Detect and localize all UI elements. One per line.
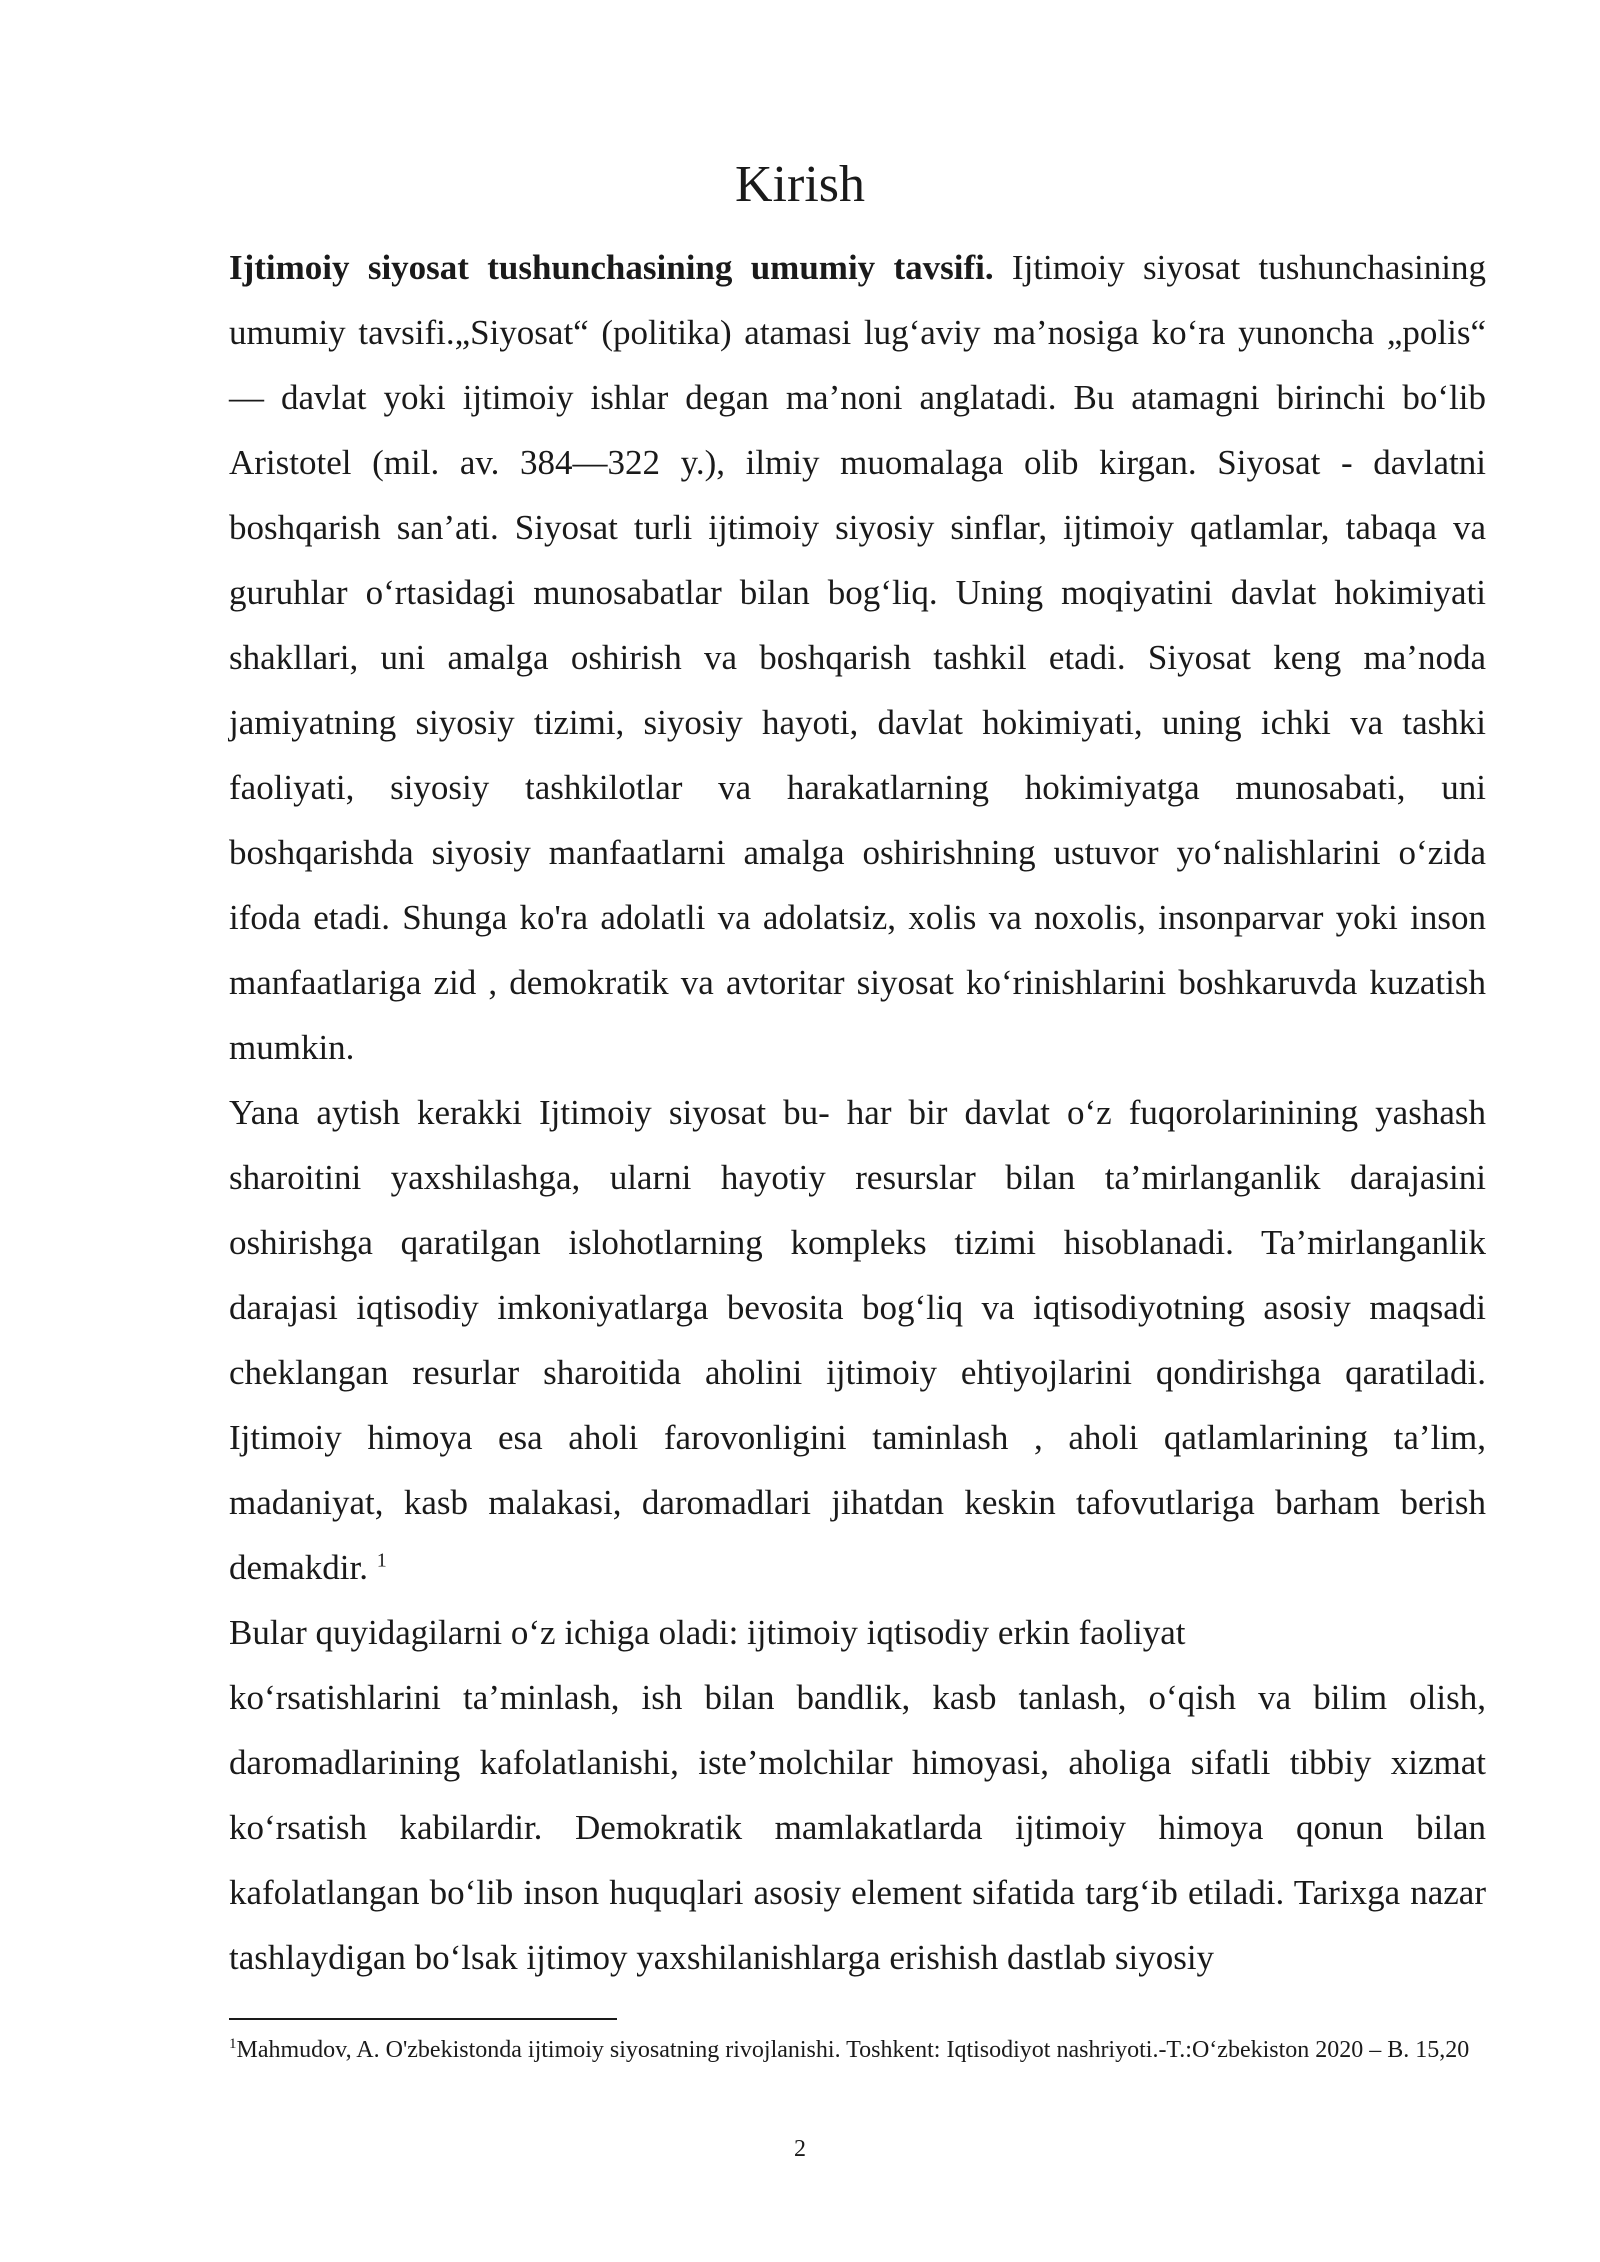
paragraph-3-continued [229, 1665, 1486, 1990]
footnote-mark: 1 [229, 2036, 237, 2052]
page-number: 2 [794, 2136, 806, 2162]
paragraph-1 [229, 235, 1486, 1080]
paragraph-3-first-line: Bular quyidagilarni o‘z ichiga oladi: ijtimoiy iqtisodiy erkin faoliyat [229, 1613, 1186, 1652]
footnote [229, 2027, 1486, 2073]
paragraph-1-text: Ijtimoiy siyosat tushunchasining umumiy tavsifi.„Siyosat“ (politika) atamasi lug‘aviy ma’nosiga ko‘ra yunoncha „polis“ — davlat yoki ijtimoiy ishlar degan ma’noni anglatadi. Bu atamagni birinchi bo‘lib Aristotel (mil. av. 384—322 y.), ilmiy muomalaga olib kirgan. Siyosat - davlatni boshqarish san’ati. Siyosat turli ijtimoiy siyosiy sinflar, ijtimoiy qatlamlar, tabaqa va guruhlar o‘rtasidagi munosabatlar bilan bog‘liq. Uning moqiyatini davlat hokimiyati shakllari, uni amalga oshirish va boshqarish tashkil etadi. Siyosat keng ma’noda jamiyatning siyosiy tizimi, siyosiy hayoti, davlat hokimiyati, uning ichki va tashki faoliyati, siyosiy tashkilotlar va harakatlarning hokimiyatga munosabati, uni boshqarishda siyosiy manfaatlarni amalga oshirishning ustuvor yo‘nalishlarini o‘zida ifoda etadi. Shunga ko'ra adolatli va adolatsiz, xolis va noxolis, insonparvar yoki inson manfaatlariga zid , demokratik va avtoritar siyosat ko‘rinishlarini boshkaruvda kuzatish mumkin. [229, 248, 1487, 1067]
section-heading: Ijtimoiy siyosat tushunchasining umumiy tavsifi. [229, 248, 994, 287]
paragraph-3 [229, 1600, 1486, 1665]
footnote-text: Mahmudov, A. O'zbekistonda ijtimoiy siyosatning rivojlanishi. Toshkent: Iqtisodiyot nashriyoti.-T.:O‘zbekiston 2020 – B. 15,20 [236, 2037, 1470, 2063]
footnote-reference[interactable]: 1 [376, 1549, 387, 1572]
paragraph-3-text: ko‘rsatishlarini ta’minlash, ish bilan bandlik, kasb tanlash, o‘qish va bilim olish, daromadlarining kafolatlanishi, iste’molchilar himoyasi, aholiga sifatli tibbiy xizmat ko‘rsatish kabilardir. Demokratik mamlakatlarda ijtimoiy himoya qonun bilan kafolatlangan bo‘lib inson huquqlari asosiy element sifatida targ‘ib etiladi. Tarixga nazar tashlaydigan bo‘lsak ijtimoy yaxshilanishlarga erishish dastlab siyosiy [229, 1678, 1486, 1977]
footnote-separator [229, 2018, 617, 2020]
paragraph-2-text: Yana aytish kerakki Ijtimoiy siyosat bu- har bir davlat o‘z fuqorolarinining yashash sharoitini yaxshilashga, ularni hayotiy resurslar bilan ta’mirlanganlik darajasini oshirishga qaratilgan islohotlarning kompleks tizimi hisoblanadi. Ta’mirlanganlik darajasi iqtisodiy imkoniyatlarga bevosita bog‘liq va iqtisodiyotning asosiy maqsadi cheklangan resurlar sharoitida aholini ijtimoiy ehtiyojlarini qondirishga qaratiladi. Ijtimoiy himoya esa aholi farovonligini taminlash , aholi qatlamlarining ta’lim, madaniyat, kasb malakasi, daromadlari jihatdan keskin tafovutlariga barham berish demakdir. [229, 1093, 1486, 1587]
body-text [229, 235, 1486, 1990]
paragraph-2 [229, 1080, 1486, 1600]
page-title: Kirish [735, 156, 865, 213]
